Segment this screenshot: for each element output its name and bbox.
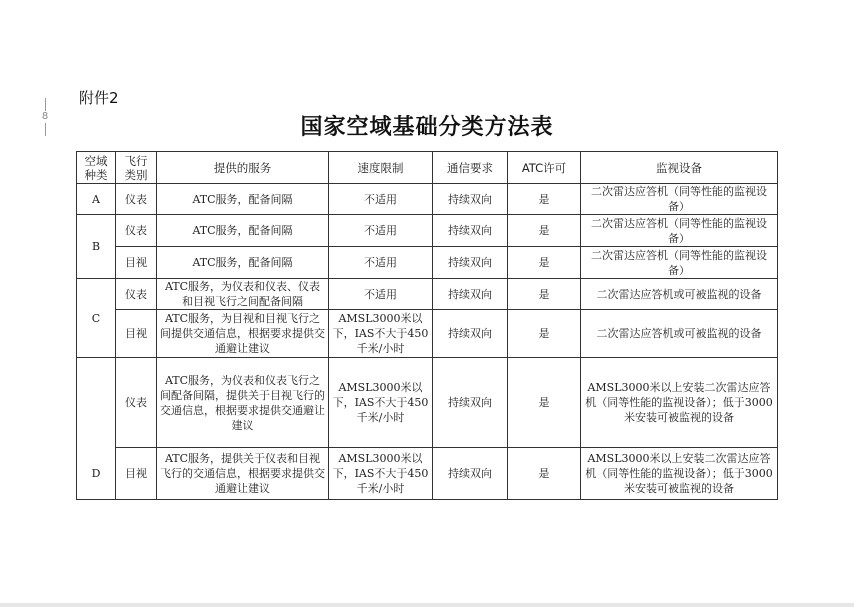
speed-cell: AMSL3000米以下，IAS不大于450千米/小时 [329, 358, 433, 448]
surveillance-cell: AMSL3000米以上安装二次雷达应答机（同等性能的监视设备）；低于3000米安装可被监视的设备 [581, 448, 778, 500]
table-row [77, 279, 778, 310]
table-row [77, 448, 778, 500]
atc-cell: 是 [508, 279, 581, 310]
flight-type-cell: 仪表 [116, 279, 157, 310]
surveillance-cell: 二次雷达应答机（同等性能的监视设备） [581, 247, 778, 279]
atc-cell: 是 [508, 247, 581, 279]
comm-cell: 持续双向 [433, 215, 508, 247]
surveillance-cell: 二次雷达应答机（同等性能的监视设备） [581, 184, 778, 215]
flight-type-cell: 目视 [116, 247, 157, 279]
surveillance-cell: AMSL3000米以上安装二次雷达应答机（同等性能的监视设备）；低于3000米安装可被监视的设备 [581, 358, 778, 448]
class-cell: C [77, 279, 116, 358]
surveillance-cell: 二次雷达应答机（同等性能的监视设备） [581, 215, 778, 247]
header-communication: 通信要求 [433, 152, 508, 184]
comm-cell: 持续双向 [433, 310, 508, 358]
airspace-classification-table [76, 151, 778, 500]
speed-cell: 不适用 [329, 215, 433, 247]
flight-type-cell: 仪表 [116, 358, 157, 448]
surveillance-cell: 二次雷达应答机或可被监视的设备 [581, 310, 778, 358]
comm-cell: 持续双向 [433, 279, 508, 310]
service-cell: ATC服务，提供关于仪表和目视飞行的交通信息，根据要求提供交通避让建议 [157, 448, 329, 500]
class-cell: A [77, 184, 116, 215]
document-title: 国家空域基础分类方法表 [300, 114, 554, 140]
header-service: 提供的服务 [157, 152, 329, 184]
atc-cell: 是 [508, 448, 581, 500]
flight-type-cell: 仪表 [116, 215, 157, 247]
class-cell: D [77, 358, 116, 500]
service-cell: ATC服务，配备间隔 [157, 184, 329, 215]
margin-number: 8 [41, 111, 49, 122]
speed-cell: AMSL3000米以下，IAS不大于450千米/小时 [329, 448, 433, 500]
flight-type-cell: 目视 [116, 448, 157, 500]
comm-cell: 持续双向 [433, 247, 508, 279]
header-airspace-class: 空域种类 [77, 152, 116, 184]
speed-cell: AMSL3000米以下，IAS不大于450千米/小时 [329, 310, 433, 358]
service-cell: ATC服务，配备间隔 [157, 215, 329, 247]
surveillance-cell: 二次雷达应答机或可被监视的设备 [581, 279, 778, 310]
header-row [77, 152, 778, 184]
table-row [77, 184, 778, 215]
table-row [77, 358, 778, 448]
table-row [77, 215, 778, 247]
attachment-label: 附件2 [79, 89, 119, 107]
table-row [77, 247, 778, 279]
atc-cell: 是 [508, 215, 581, 247]
comm-cell: 持续双向 [433, 358, 508, 448]
header-surveillance: 监视设备 [581, 152, 778, 184]
service-cell: ATC服务，为仪表和仪表飞行之间配备间隔，提供关于目视飞行的交通信息，根据要求提供交通避让建议 [157, 358, 329, 448]
flight-type-cell: 目视 [116, 310, 157, 358]
service-cell: ATC服务，为目视和目视飞行之间提供交通信息，根据要求提供交通避让建议 [157, 310, 329, 358]
comm-cell: 持续双向 [433, 448, 508, 500]
atc-cell: 是 [508, 184, 581, 215]
class-cell: B [77, 215, 116, 279]
service-cell: ATC服务，配备间隔 [157, 247, 329, 279]
header-atc-clearance: ATC许可 [508, 152, 581, 184]
service-cell: ATC服务，为仪表和仪表、仪表和目视飞行之间配备间隔 [157, 279, 329, 310]
header-flight-type: 飞行类别 [116, 152, 157, 184]
speed-cell: 不适用 [329, 247, 433, 279]
flight-type-cell: 仪表 [116, 184, 157, 215]
atc-cell: 是 [508, 358, 581, 448]
comm-cell: 持续双向 [433, 184, 508, 215]
speed-cell: 不适用 [329, 279, 433, 310]
table-row [77, 310, 778, 358]
header-speed-limit: 速度限制 [329, 152, 433, 184]
atc-cell: 是 [508, 310, 581, 358]
page-bottom-edge [0, 603, 854, 607]
speed-cell: 不适用 [329, 184, 433, 215]
